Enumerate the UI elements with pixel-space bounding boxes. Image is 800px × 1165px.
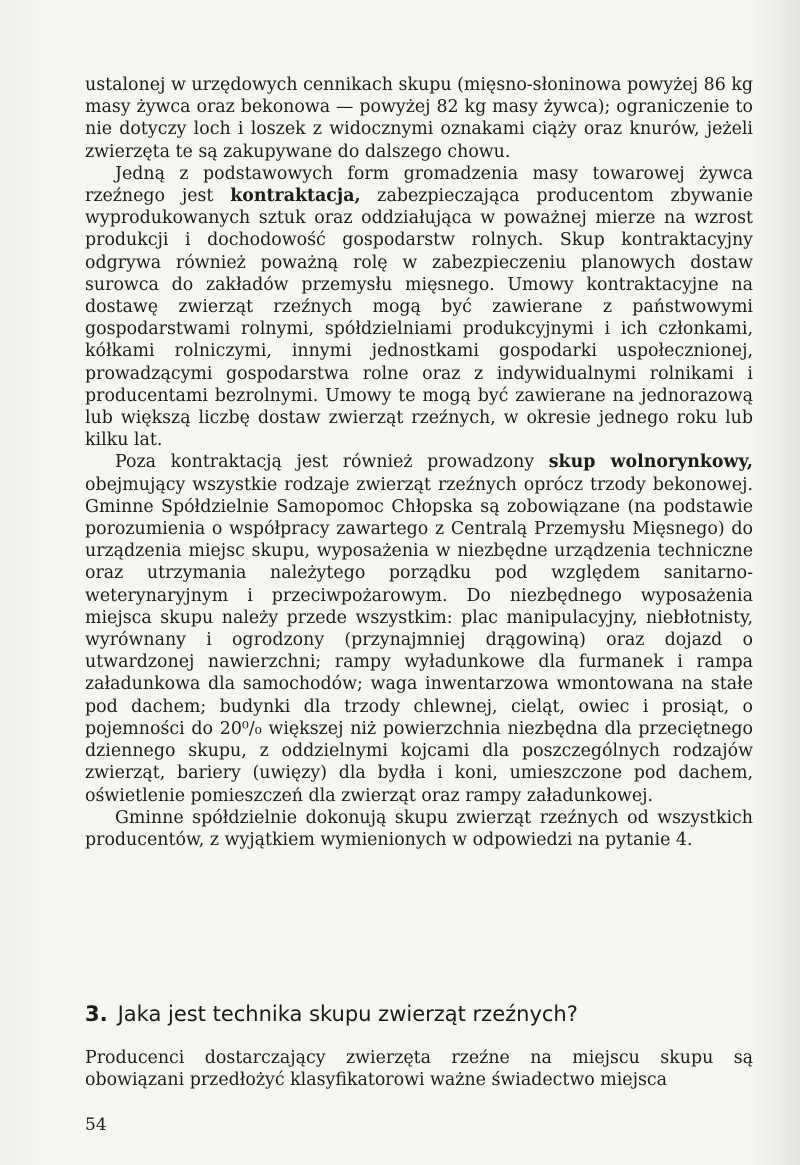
section-body [85,1047,753,1091]
section-number: 3. [85,1002,108,1026]
paragraph-4 [85,807,753,851]
term-kontraktacja: kontraktacja, [230,186,361,207]
paragraph-2-text-b: zabezpieczająca producentom zbywanie wyprodukowanych sztuk oraz oddziałująca w poważnej mierze na wzrost produkcji i dochodowość gospodarstw rolnych. Skup kontraktacyjny odgrywa również poważną rolę w zabezpieczeniu planowych dostaw surowca do zakładów przemysłu mięsnego. Umowy kontraktacyjne na dostawę zwierząt rzeźnych mogą być zawierane z państwowymi gospodarstwami rolnymi, spółdzielniami produkcyjnymi i ich członkami, kółkami rolniczymi, innymi jednostkami gospodarki uspołecznionej, prowadzącymi gospodarstwa rolne oraz z indywidualnymi rolnikami i producentami bezrolnymi. Umowy te mogą być zawierane na jednorazową lub większą liczbę dostaw zwierząt rzeźnych, w okresie jednego roku lub kilku lat. [85,186,753,451]
paragraph-2 [85,163,753,452]
paragraph-2-text-a: Jedną z podstawowych form gromadzenia masy towarowej żywca rzeźnego jest [85,163,753,207]
paragraph-3 [85,451,753,806]
paragraph-1-text: ustalonej w urzędowych cennikach skupu (mięsno-słoninowa powyżej 86 kg masy żywca oraz bekonowa — powyżej 82 kg masy żywca); ograniczenie to nie dotyczy loch i loszek z widocznymi oznakami ciąży oraz knurów, jeżeli zwierzęta te są zakupywane do dalszego chowu. [85,75,753,162]
section-title: Jaka jest technika skupu zwierząt rzeźnych? [117,1002,578,1026]
body-text [85,74,753,851]
section-heading [85,1000,753,1028]
final-paragraph: Producenci dostarczający zwierzęta rzeźne na miejscu skupu są obowiązani przedłożyć klasyfikatorowi ważne świadectwo miejsca [85,1048,753,1091]
paragraph-1 [85,74,753,163]
term-skup-wolnorynkowy: skup wolnorynkowy, [548,452,753,473]
paragraph-4-text: Gminne spółdzielnie dokonują skupu zwierząt rzeźnych od wszystkich producentów, z wyjątkiem wymienionych w odpowiedzi na pytanie 4. [85,807,753,850]
paragraph-3-text-a: Poza kontraktacją jest również prowadzony [115,452,549,473]
paragraph-3-text-b: obejmujący wszystkie rodzaje zwierząt rzeźnych oprócz trzody bekonowej. Gminne Spółdzielnie Samopomoc Chłopska są zobowiązane (na podstawie porozumienia o współpracy zawartego z Centralą Przemysłu Mięsnego) do urządzenia miejsc skupu, wyposażenia w niezbędne urządzenia techniczne oraz utrzymania należytego porządku pod względem sanitarno-weterynaryjnym i przeciwpożarowym. Do niezbędnego wyposażenia miejsca skupu należy przede wszystkim: plac manipulacyjny, niebłotnisty, wyrównany i ogrodzony (przynajmniej drągowiną) oraz dojazd o utwardzonej nawierzchni; rampy wyładunkowe dla furmanek i rampa załadunkowa dla samochodów; waga inwentarzowa wmontowana na stałe pod dachem; budynki dla trzody chlewnej, cieląt, owiec i prosiąt, o pojemności do 20⁰/₀ większej niż powierzchnia niezbędna dla przeciętnego dziennego skupu, z oddzielnymi kojcami dla poszczególnych rodzajów zwierząt, bariery (uwięzy) dla bydła i koni, umieszczone pod dachem, oświetlenie pomieszczeń dla zwierząt oraz rampy załadunkowej. [85,474,753,806]
page-number: 54 [85,1115,107,1135]
